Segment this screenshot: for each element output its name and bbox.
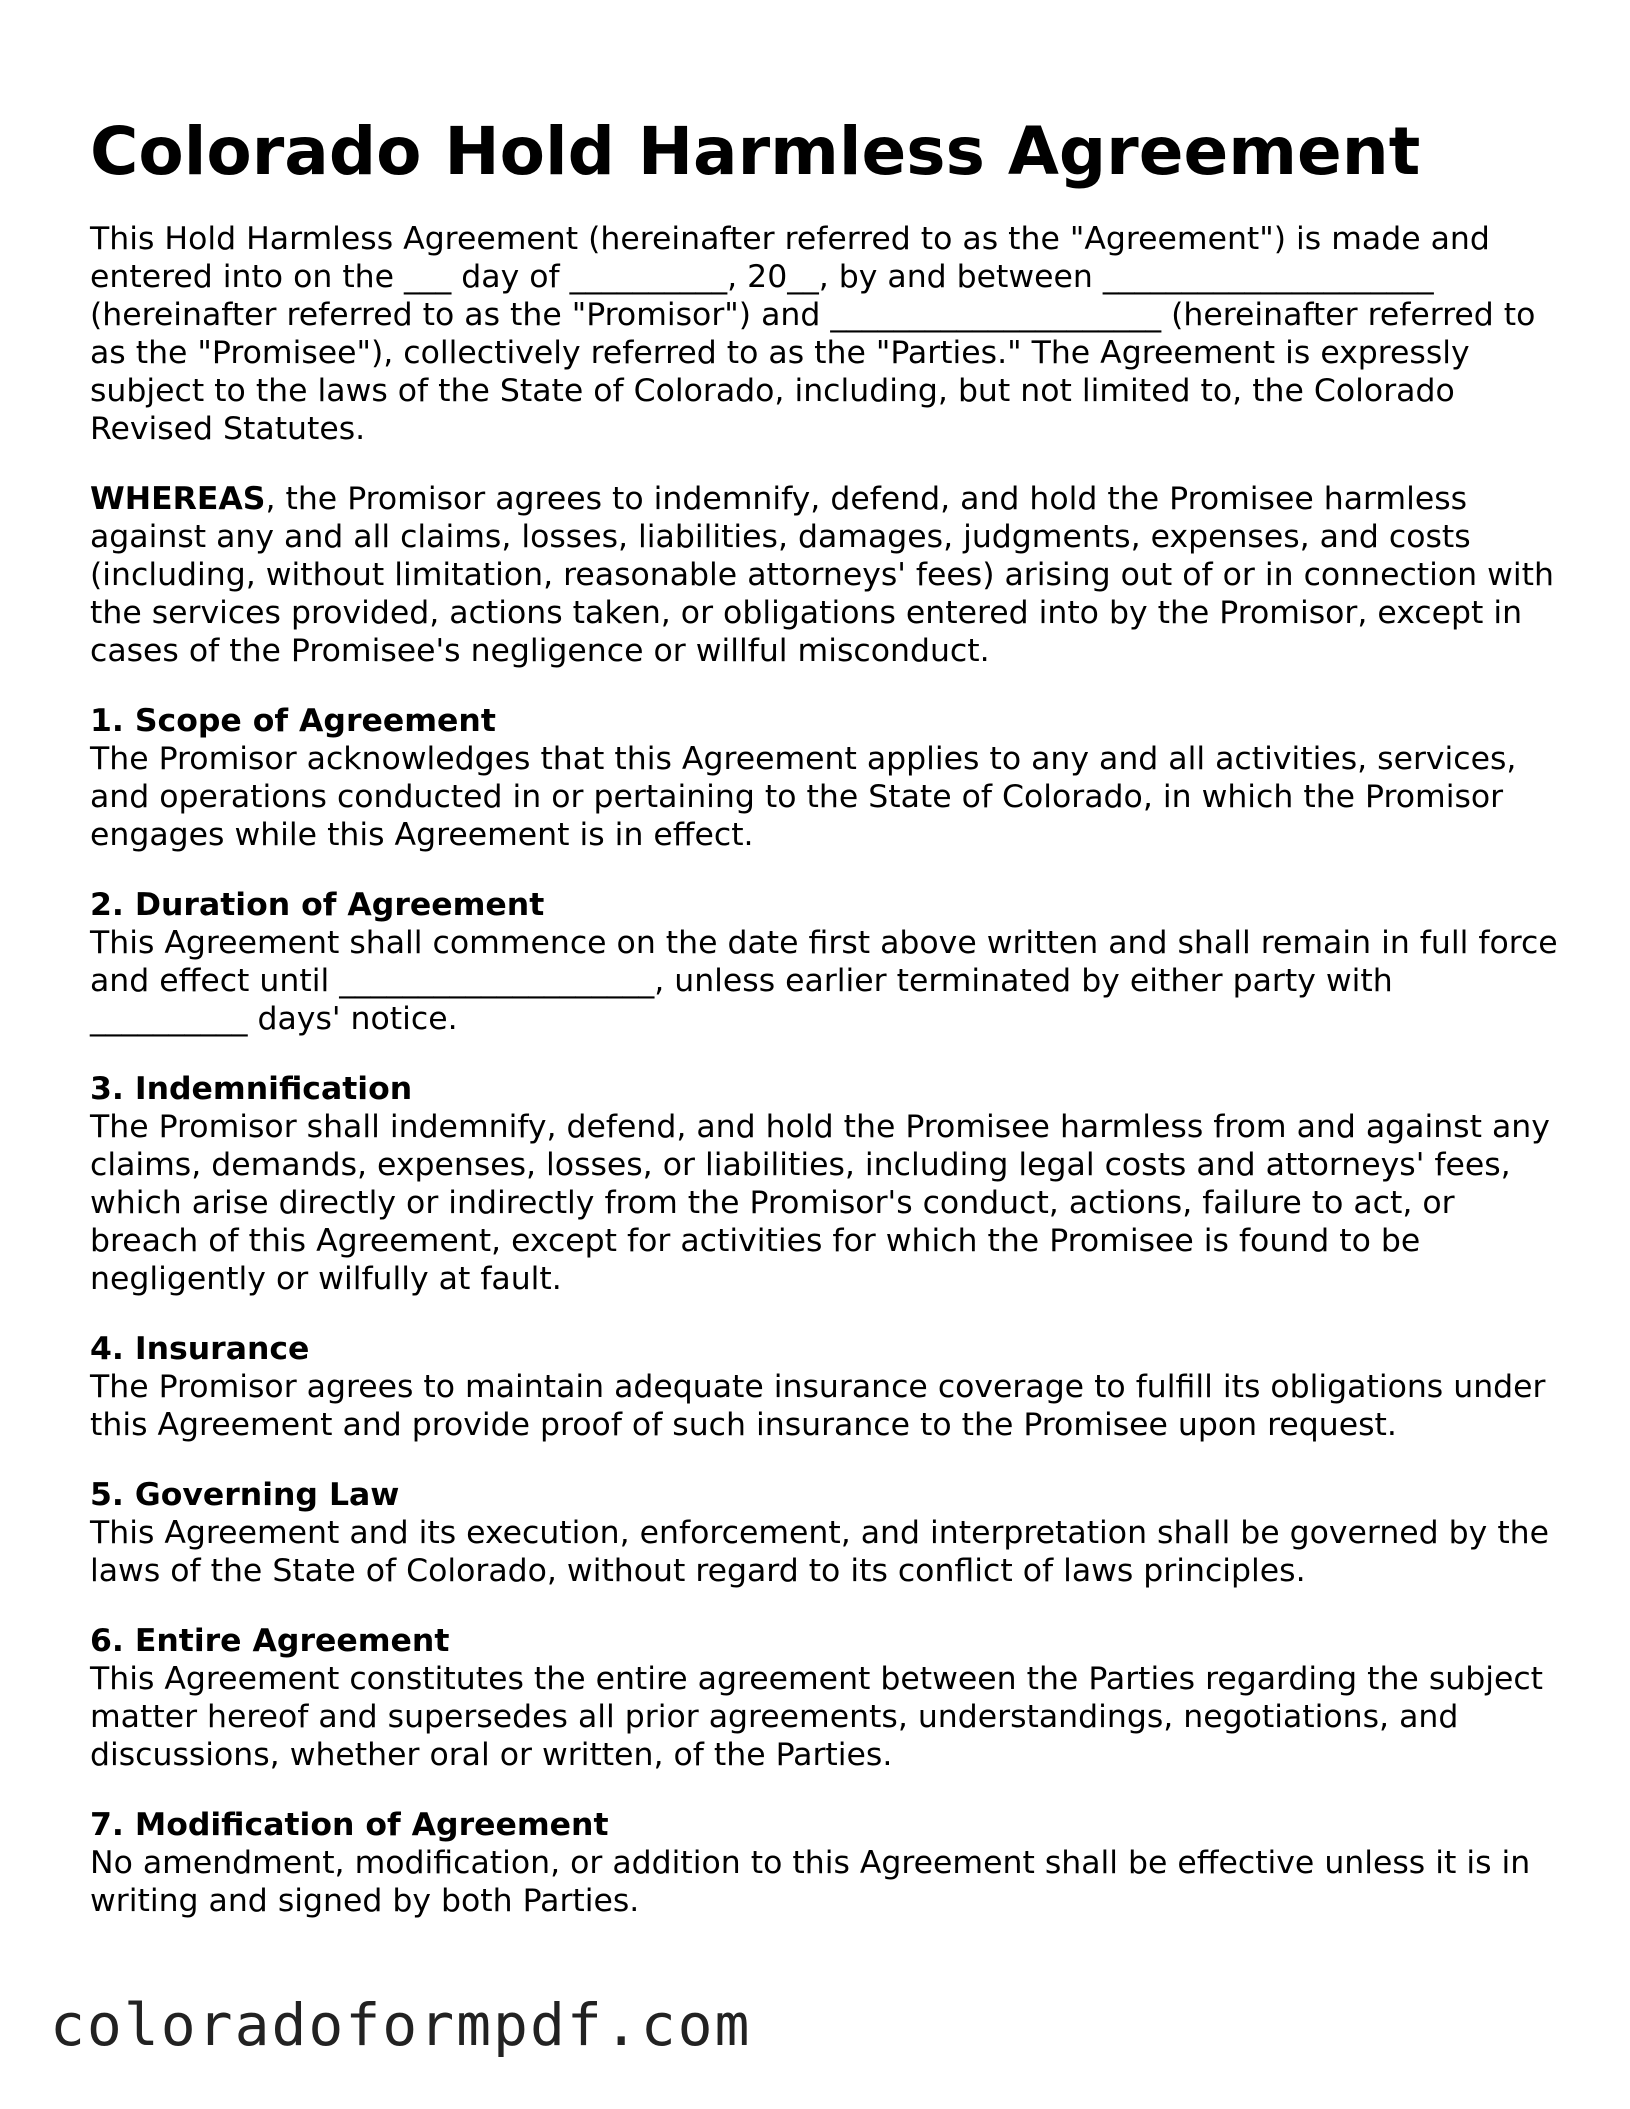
section-heading: 5. Governing Law	[90, 1477, 400, 1513]
site-watermark: coloradoformpdf.com	[50, 1991, 752, 2059]
section-heading: 2. Duration of Agreement	[90, 887, 545, 923]
section-heading: 4. Insurance	[90, 1331, 310, 1367]
section-heading: 7. Modification of Agreement	[90, 1807, 609, 1843]
document-page	[90, 108, 1560, 1952]
section-insurance	[90, 1330, 1560, 1444]
intro-paragraph: This Hold Harmless Agreement (hereinafter referred to as the "Agreement") is made and entered into on the ___ day of __________, 20__, by and between _____________________ (hereinafter referred to as the "Promisor") and _____________________ (hereinafter referred to as the "Promisee"), collectively referred to as the "Parties." The Agreement is expressly subject to the laws of the State of Colorado, including, but not limited to, the Colorado Revised Statutes.	[90, 221, 1536, 447]
section-scope	[90, 702, 1560, 854]
whereas-text: , the Promisor agrees to indemnify, defend, and hold the Promisee harmless against any and all claims, losses, liabilities, damages, judgments, expenses, and costs (including, without limitation, reasonable attorneys' fees) arising out of or in connection with the services provided, actions taken, or obligations entered into by the Promisor, except in cases of the Promisee's negligence or willful misconduct.	[90, 481, 1554, 669]
section-body: This Agreement and its execution, enforcement, and interpretation shall be governed by the laws of the State of Colorado, without regard to its conflict of laws principles.	[90, 1515, 1550, 1589]
whereas-label: WHEREAS	[90, 481, 266, 517]
section-entire-agreement	[90, 1622, 1560, 1774]
document-title: Colorado Hold Harmless Agreement	[90, 113, 1421, 190]
section-body: No amendment, modification, or addition to this Agreement shall be effective unless it is in writing and signed by both Parties.	[90, 1845, 1531, 1919]
section-heading: 1. Scope of Agreement	[90, 703, 496, 739]
section-body: The Promisor shall indemnify, defend, and hold the Promisee harmless from and against any claims, demands, expenses, losses, or liabilities, including legal costs and attorneys' fees, which arise directly or indirectly from the Promisor's conduct, actions, failure to act, or breach of this Agreement, except for activities for which the Promisee is found to be negligently or wilfully at fault.	[90, 1109, 1550, 1297]
section-duration	[90, 886, 1560, 1038]
section-body: The Promisor agrees to maintain adequate insurance coverage to fulfill its obligations under this Agreement and provide proof of such insurance to the Promisee upon request.	[90, 1369, 1546, 1443]
section-indemnification	[90, 1070, 1560, 1298]
whereas-paragraph	[90, 480, 1560, 670]
section-heading: 6. Entire Agreement	[90, 1623, 450, 1659]
section-body: The Promisor acknowledges that this Agreement applies to any and all activities, services, and operations conducted in or pertaining to the State of Colorado, in which the Promisor engages while this Agreement is in effect.	[90, 741, 1517, 853]
section-modification	[90, 1806, 1560, 1920]
section-body: This Agreement constitutes the entire agreement between the Parties regarding the subject matter hereof and supersedes all prior agreements, understandings, negotiations, and discussions, whether oral or written, of the Parties.	[90, 1661, 1543, 1773]
section-body: This Agreement shall commence on the date first above written and shall remain in full force and effect until ____________________, unless earlier terminated by either party with __________ days' notice.	[90, 925, 1558, 1037]
section-governing-law	[90, 1476, 1560, 1590]
section-heading: 3. Indemnification	[90, 1071, 413, 1107]
